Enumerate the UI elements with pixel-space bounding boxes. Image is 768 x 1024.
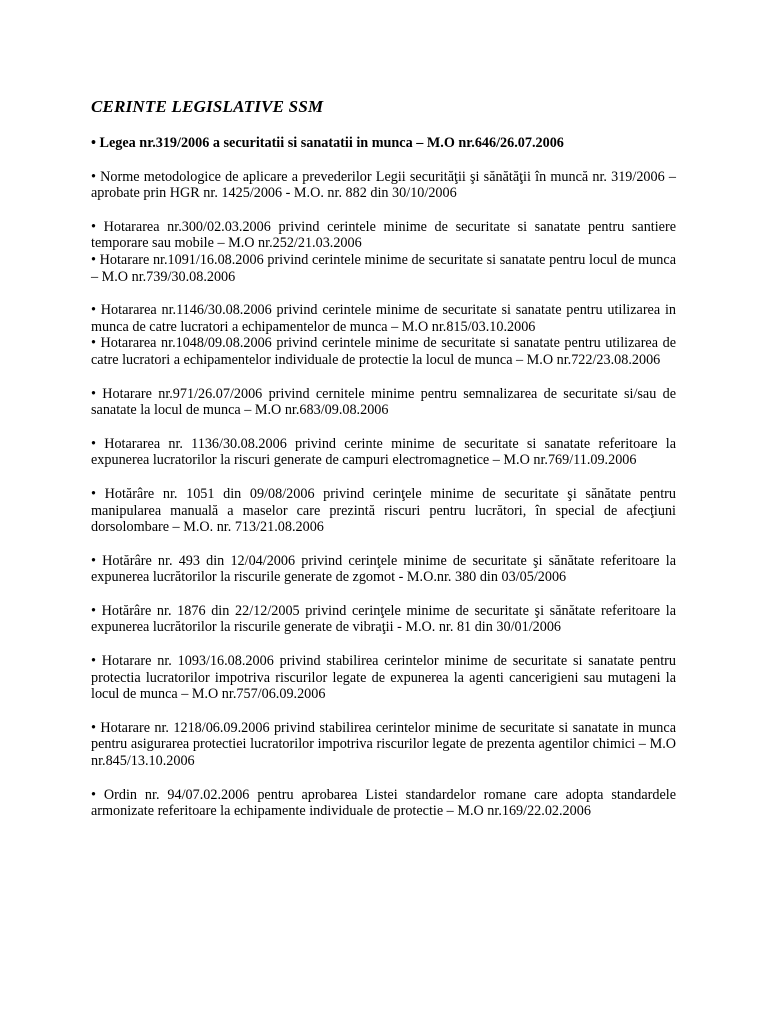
list-item: • Hotărâre nr. 1051 din 09/08/2006 privind cerinţele minime de securitate şi sănătate pentru manipularea manuală a maselor care prezintă riscuri pentru lucrători, în special de afecţiuni dorsolombare – M.O. nr. 713/21.08.2006 <box>91 485 676 536</box>
list-item: • Legea nr.319/2006 a securitatii si sanatatii in munca – M.O nr.646/26.07.2006 <box>91 135 564 151</box>
document-title: CERINTE LEGISLATIVE SSM <box>91 97 324 116</box>
list-item: • Hotararea nr.300/02.03.2006 privind cerintele minime de securitate si sanatate pentru santiere temporare sau mobile – M.O nr.252/21.03.2006 <box>91 218 676 252</box>
list-item: • Hotararea nr.1048/09.08.2006 privind cerintele minime de securitate si sanatate pentru utilizarea de catre lucratori a echipamentelor individuale de protectie la locul de munca – M.O nr.722/23.08.2006 <box>91 335 676 368</box>
list-item: • Ordin nr. 94/07.02.2006 pentru aprobarea Listei standardelor romane care adopta standardele armonizate referitoare la echipamente individuale de protectie – M.O nr.169/22.02.2006 <box>91 786 676 820</box>
list-item: • Hotărâre nr. 493 din 12/04/2006 privind cerinţele minime de securitate şi sănătate referitoare la expunerea lucrătorilor la riscurile generate de zgomot - M.O.nr. 380 din 03/05/2006 <box>91 552 676 586</box>
list-item: • Hotarare nr. 1093/16.08.2006 privind stabilirea cerintelor minime de securitate si sanatate pentru protectia lucratorilor impotriva riscurilor legate de expunerea la agenti cancerigieni sau mutageni la locul de munca – M.O nr.757/06.09.2006 <box>91 653 676 703</box>
list-item: • Hotararea nr.1146/30.08.2006 privind cerintele minime de securitate si sanatate pentru utilizarea in munca de catre lucratori a echipamentelor de munca – M.O nr.815/03.10.2006 <box>91 302 676 335</box>
list-item: • Hotarare nr.971/26.07/2006 privind cernitele minime pentru semnalizarea de securitate si/sau de sanatate la locul de munca – M.O nr.683/09.08.2006 <box>91 385 676 419</box>
list-item: • Hotărâre nr. 1876 din 22/12/2005 privind cerinţele minime de securitate şi sănătate referitoare la expunerea lucrătorilor la riscurile generate de vibraţii - M.O. nr. 81 din 30/01/2006 <box>91 602 676 636</box>
list-item: • Hotararea nr. 1136/30.08.2006 privind cerinte minime de securitate si sanatate referitoare la expunerea lucratorilor la riscuri generate de campuri electromagnetice – M.O nr.769/11.09.2006 <box>91 435 676 469</box>
list-item: • Hotarare nr.1091/16.08.2006 privind cerintele minime de securitate si sanatate pentru locul de munca – M.O nr.739/30.08.2006 <box>91 251 676 285</box>
list-item: • Hotarare nr. 1218/06.09.2006 privind stabilirea cerintelor minime de securitate si sanatate in munca pentru asigurarea protectiei lucratorilor impotriva riscurilor legate de prezenta agentilor chimici – M.O nr.845/13.10.2006 <box>91 719 676 770</box>
list-item: • Norme metodologice de aplicare a prevederilor Legii securităţii şi sănătăţii în muncă nr. 319/2006 – aprobate prin HGR nr. 1425/2006 - M.O. nr. 882 din 30/10/2006 <box>91 168 676 202</box>
